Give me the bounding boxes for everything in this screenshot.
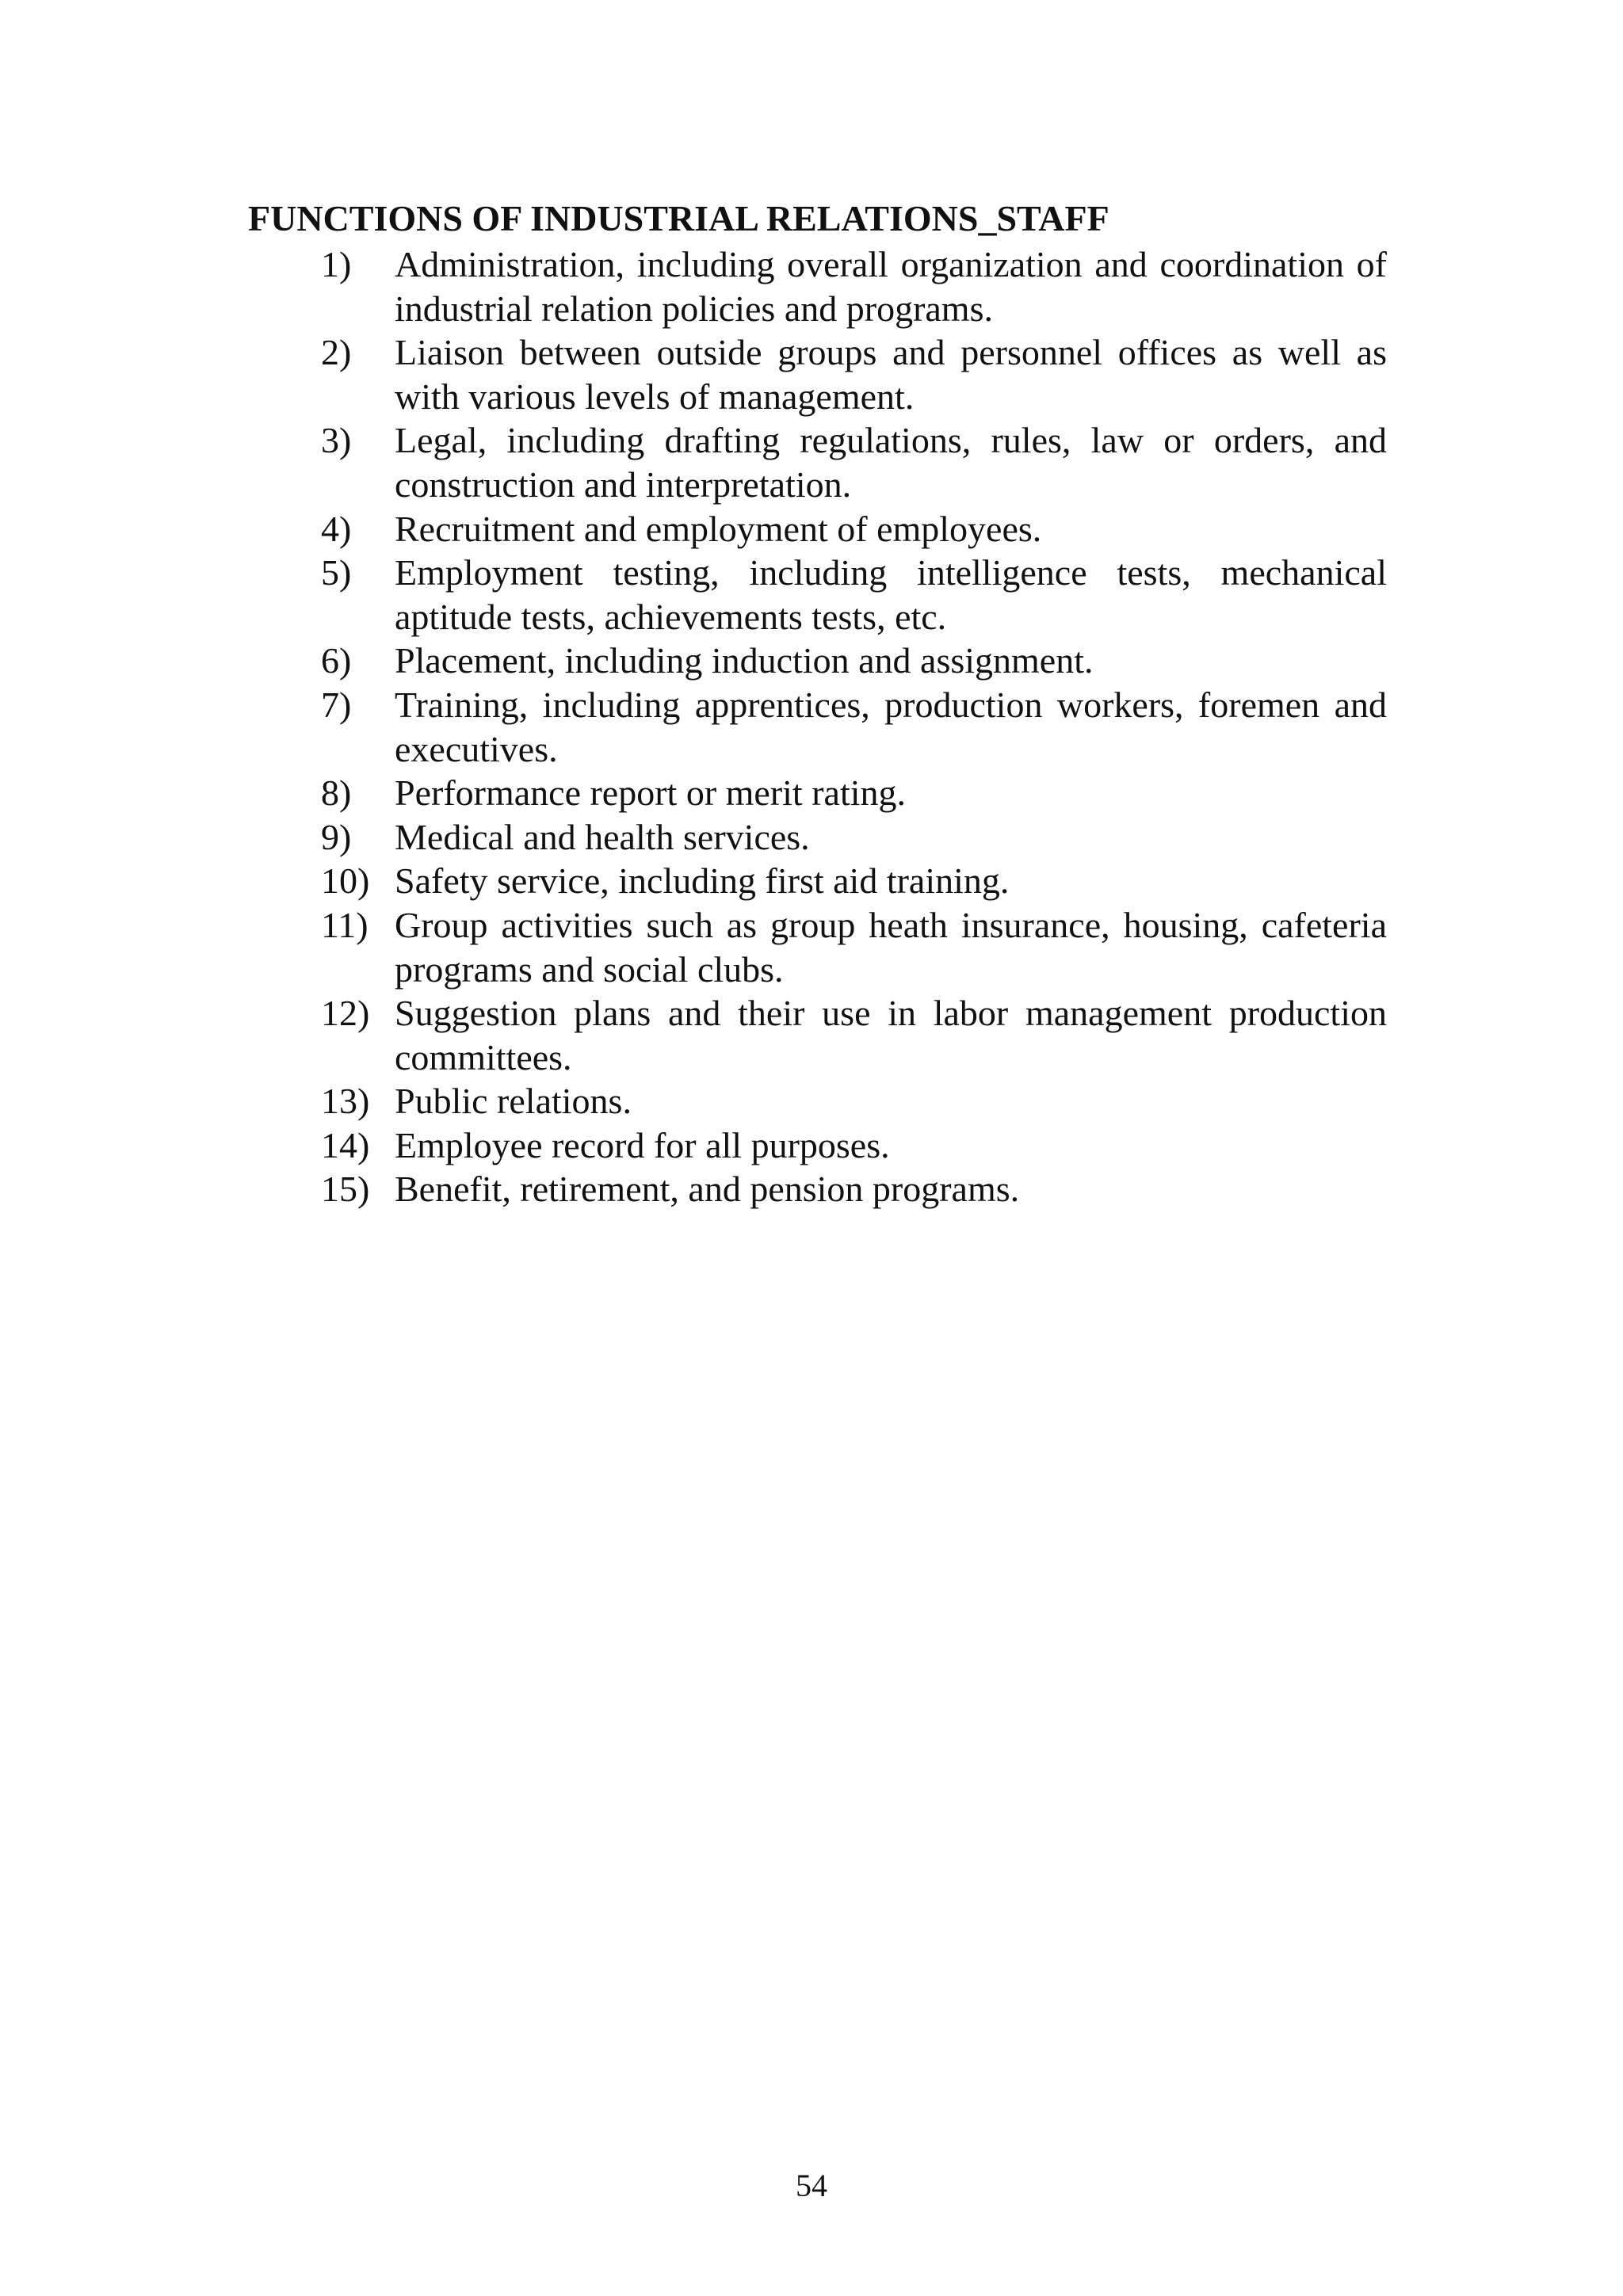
list-item (321, 242, 1387, 330)
list-item-number: 10) (321, 860, 370, 902)
list-item (321, 1079, 1387, 1123)
list-item-number: 12) (321, 993, 370, 1034)
list-item-text: Benefit, retirement, and pension programs. (395, 1169, 1020, 1210)
list-item-text: Placement, including induction and assignment. (395, 640, 1094, 681)
list-item-text: Employment testing, including intelligence tests, mechanical aptitude tests, achievements tests, etc. (395, 552, 1387, 637)
list-item-number: 15) (321, 1169, 370, 1210)
page-number: 54 (796, 2168, 827, 2203)
list-item-text: Public relations. (395, 1081, 632, 1122)
list-item (321, 815, 1387, 860)
list-item-number: 5) (321, 552, 352, 593)
list-item-number: 1) (321, 244, 352, 284)
list-item (321, 1123, 1387, 1168)
list-item-text: Medical and health services. (395, 816, 810, 857)
functions-list (321, 242, 1387, 1211)
list-item (321, 330, 1387, 418)
list-item-number: 13) (321, 1081, 370, 1122)
list-item-number: 2) (321, 332, 352, 373)
list-item-number: 9) (321, 816, 352, 857)
list-item (321, 551, 1387, 639)
list-item-text: Legal, including drafting regulations, rules, law or orders, and construction and interpretation. (395, 420, 1387, 505)
list-item-number: 8) (321, 772, 352, 814)
list-item (321, 991, 1387, 1079)
list-item-text: Liaison between outside groups and personnel offices as well as with various levels of management. (395, 332, 1387, 417)
list-item-text: Suggestion plans and their use in labor management production committees. (395, 993, 1387, 1077)
list-item-number: 14) (321, 1124, 370, 1165)
section-heading: FUNCTIONS OF INDUSTRIAL RELATIONS_STAFF (248, 198, 1109, 238)
list-item-text: Performance report or merit rating. (395, 772, 907, 814)
list-item-text: Employee record for all purposes. (395, 1124, 890, 1165)
list-item-number: 11) (321, 904, 369, 945)
list-item-text: Recruitment and employment of employees. (395, 508, 1042, 549)
list-item-number: 4) (321, 508, 352, 549)
list-item (321, 771, 1387, 815)
list-item (321, 903, 1387, 991)
list-item-number: 3) (321, 420, 352, 461)
list-item-text: Training, including apprentices, production workers, foremen and executives. (395, 684, 1387, 769)
list-item (321, 639, 1387, 683)
list-item-text: Safety service, including first aid training. (395, 860, 1010, 902)
list-item-number: 7) (321, 684, 352, 725)
list-item (321, 859, 1387, 903)
list-item-number: 6) (321, 640, 352, 681)
list-item-text: Group activities such as group heath insurance, housing, cafeteria programs and social clubs. (395, 904, 1387, 990)
list-item-text: Administration, including overall organization and coordination of industrial relation policies and programs. (395, 244, 1387, 329)
list-item (321, 507, 1387, 551)
list-item (321, 418, 1387, 506)
list-item (321, 683, 1387, 771)
list-item (321, 1167, 1387, 1211)
